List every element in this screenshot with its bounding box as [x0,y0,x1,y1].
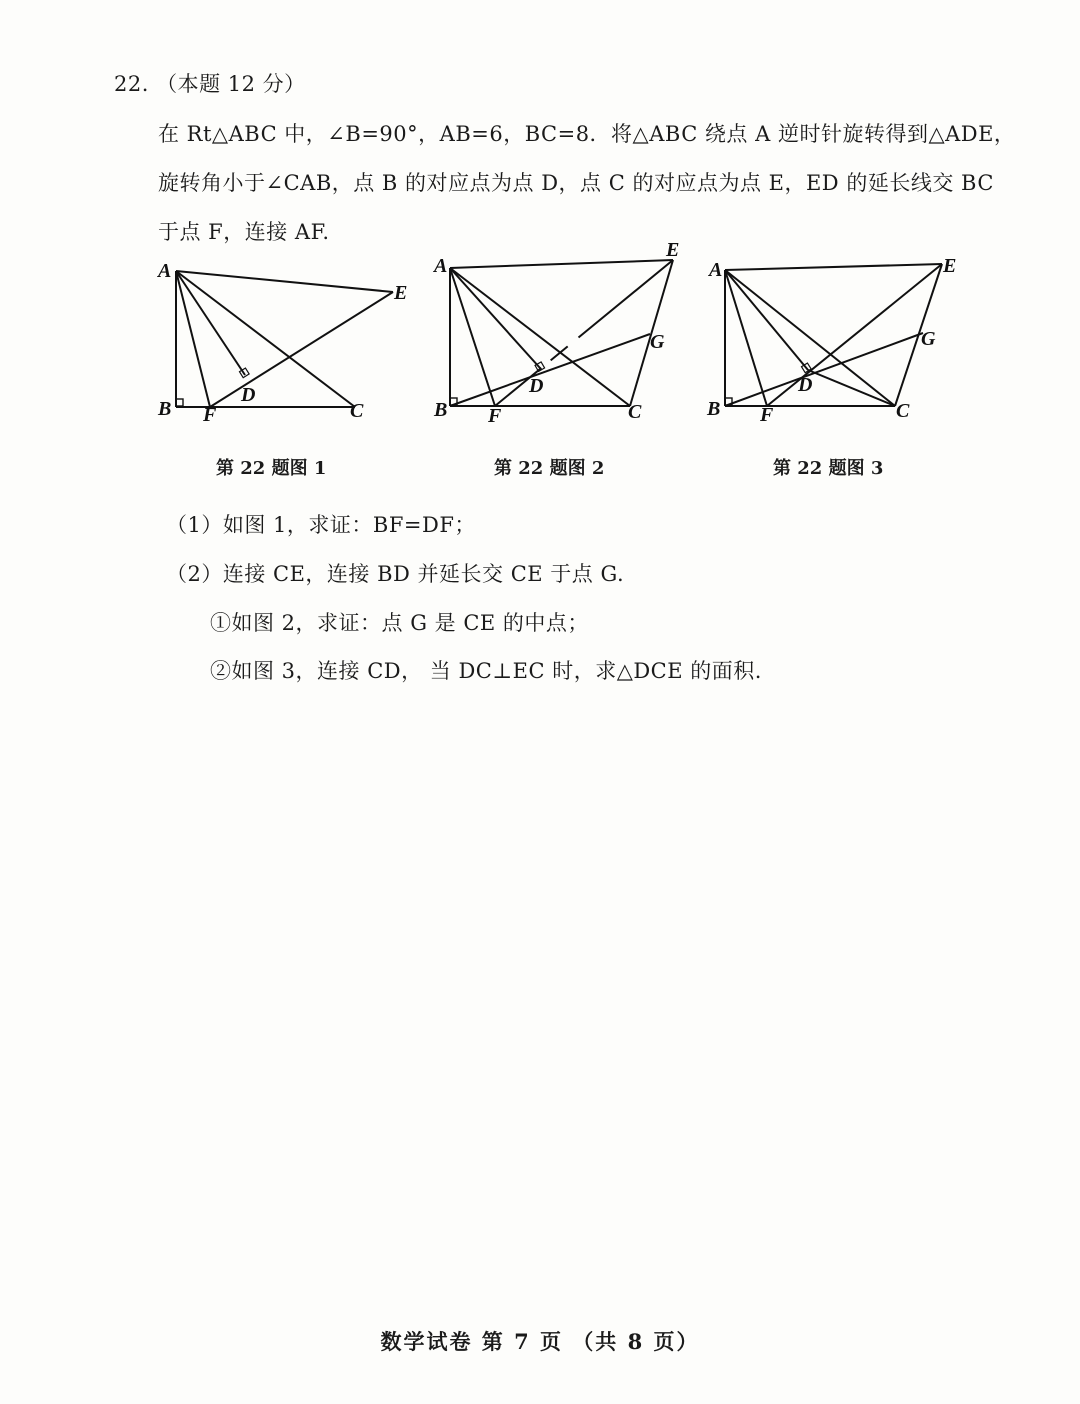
part-2-sub-1: ①如图 2，求证：点 G 是 CE 的中点； [210,611,589,635]
figure-2 [430,238,700,479]
fig1-label-F: F [203,404,217,426]
fig1-label-A: A [158,260,172,282]
figure-1-diagram [150,255,420,435]
question-stem-line-1: 在 Rt△ABC 中，∠B=90°，AB=6，BC=8．将△ABC 绕点 A 逆时针旋转得到△ADE， [158,122,1016,146]
figure-2-diagram [430,238,700,433]
fig3-label-A: A [709,259,723,281]
fig3-label-B: B [707,398,721,420]
fig3-label-E: E [943,255,957,277]
figure-1-caption: 第 22 题图 1 [216,458,327,479]
fig2-label-C: C [628,401,642,423]
question-number: 22. [114,72,149,96]
question-stem-line-2: 旋转角小于∠CAB，点 B 的对应点为点 D，点 C 的对应点为点 E，ED 的延长线交 BC [158,171,994,195]
part-1: （1）如图 1，求证：BF=DF； [166,513,476,537]
figure-2-caption: 第 22 题图 2 [494,458,605,479]
fig2-label-E: E [666,239,680,261]
question-stem-line-3: 于点 F，连接 AF. [158,220,330,244]
fig2-label-D: D [529,375,544,397]
page-footer: 数学试卷 第 7 页 （共 8 页） [380,1329,700,1354]
fig3-label-C: C [896,400,910,422]
fig3-label-D: D [798,374,813,396]
fig1-label-E: E [394,282,408,304]
question-header [114,68,306,98]
fig3-label-G: G [921,328,936,350]
figure-3 [705,248,975,479]
fig1-label-D: D [241,384,256,406]
figure-3-diagram [705,248,975,433]
part-2-sub-2: ②如图 3，连接 CD， 当 DC⊥EC 时，求△DCE 的面积. [210,659,762,683]
fig1-label-B: B [158,398,172,420]
fig3-label-F: F [760,404,774,426]
figure-1 [150,255,420,479]
fig2-label-G: G [650,331,665,353]
question-score: （本题 12 分） [156,72,306,96]
fig2-label-B: B [434,399,448,421]
figure-3-caption: 第 22 题图 3 [773,458,884,479]
fig2-label-F: F [488,405,502,427]
fig2-label-A: A [434,255,448,277]
part-2: （2）连接 CE，连接 BD 并延长交 CE 于点 G. [166,562,625,586]
fig1-label-C: C [350,400,364,422]
